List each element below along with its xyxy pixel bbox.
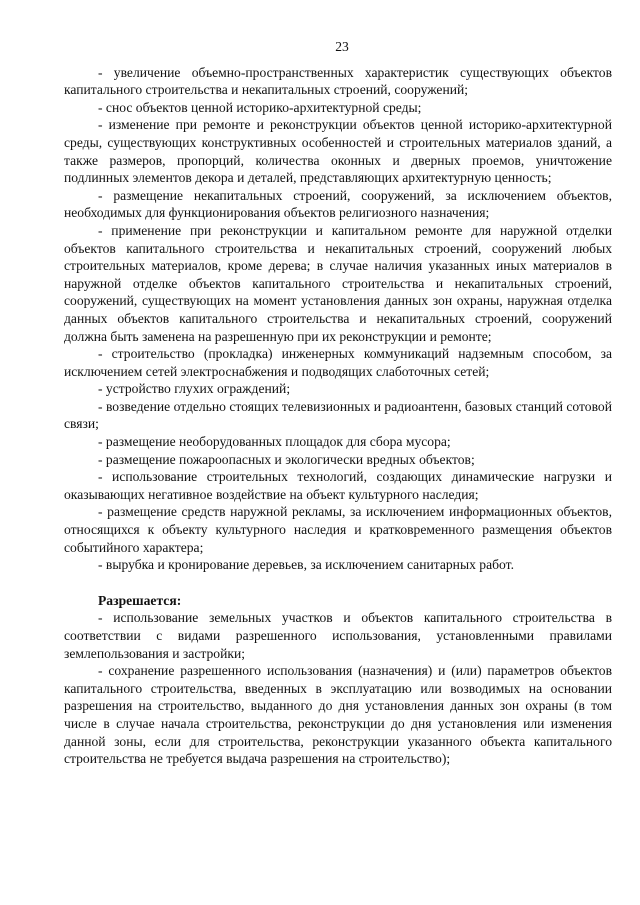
allowed-list bbox=[64, 609, 612, 767]
list-item: - использование строительных технологий, создающих динамические нагрузки и оказывающих негативное воздействие на объект культурного наследия; bbox=[64, 469, 612, 502]
list-item: - использование земельных участков и объектов капитального строительства в соответствии с видами разрешенного использования, установленными правилами землепользования и застройки; bbox=[64, 610, 612, 661]
list-item: - возведение отдельно стоящих телевизионных и радиоантенн, базовых станций сотовой связи; bbox=[64, 398, 612, 432]
list-item: - размещение некапитальных строений, сооружений, за исключением объектов, необходимых для функционирования объектов религиозного назначения; bbox=[64, 187, 612, 221]
list-item: - применение при реконструкции и капитальном ремонте для наружной отделки объектов капитального строительства и некапитальных строений, сооружений любых строительных материалов, кроме дерева; в случае наличия указанных иных материалов в наружной отделке объектов капитального строительства и некапитальных строений, сооружений, существующих на момент установления данных зон охраны, наружная отделка данных объектов капитального строительства и некапитальных строений, сооружений должна быть заменена на разрешенную при их реконструкции и ремонте; bbox=[64, 222, 612, 344]
section-heading-allowed: Разрешается: bbox=[98, 592, 182, 608]
list-item: - увеличение объемно-пространственных характеристик существующих объектов капитального строительства и некапитальных строений, сооружений; bbox=[64, 64, 612, 98]
prohibitions-list bbox=[64, 64, 612, 574]
list-item: - размещение необорудованных площадок для сбора мусора; bbox=[98, 434, 451, 450]
list-item: - размещение средств наружной рекламы, за исключением информационных объектов, относящихся к объекту культурного наследия и кратковременного размещения объектов событийного характера; bbox=[64, 504, 612, 555]
list-item: - снос объектов ценной историко-архитектурной среды; bbox=[98, 99, 422, 115]
list-item: - сохранение разрешенного использования (назначения) и (или) параметров объектов капитального строительства, введенных в эксплуатацию или возводимых на основании разрешения на строительство, выданного до дня установления данных зон охраны (в том числе в случае начала строительства, реконструкции до дня установления или изменения данной зоны, если для строительства, реконструкции указанного объекта капитального строительства не требуется выдача разрешения на строительство); bbox=[64, 663, 612, 767]
list-item: - устройство глухих ограждений; bbox=[98, 381, 291, 397]
list-item: - размещение пожароопасных и экологически вредных объектов; bbox=[98, 451, 475, 467]
list-item: - строительство (прокладка) инженерных коммуникаций надземным способом, за исключением сетей электроснабжения и подводящих слаботочных сетей; bbox=[64, 346, 612, 379]
list-item: - изменение при ремонте и реконструкции объектов ценной историко-архитектурной среды, существующих конструктивных особенностей и строительных материалов зданий, а также размеров, пропорций, количества оконных и дверных проемов, уничтожение подлинных элементов декора и деталей, представляющих архитектурную ценность; bbox=[64, 117, 612, 186]
list-item: - вырубка и кронирование деревьев, за исключением санитарных работ. bbox=[98, 557, 514, 573]
page-number: 23 bbox=[335, 39, 349, 54]
